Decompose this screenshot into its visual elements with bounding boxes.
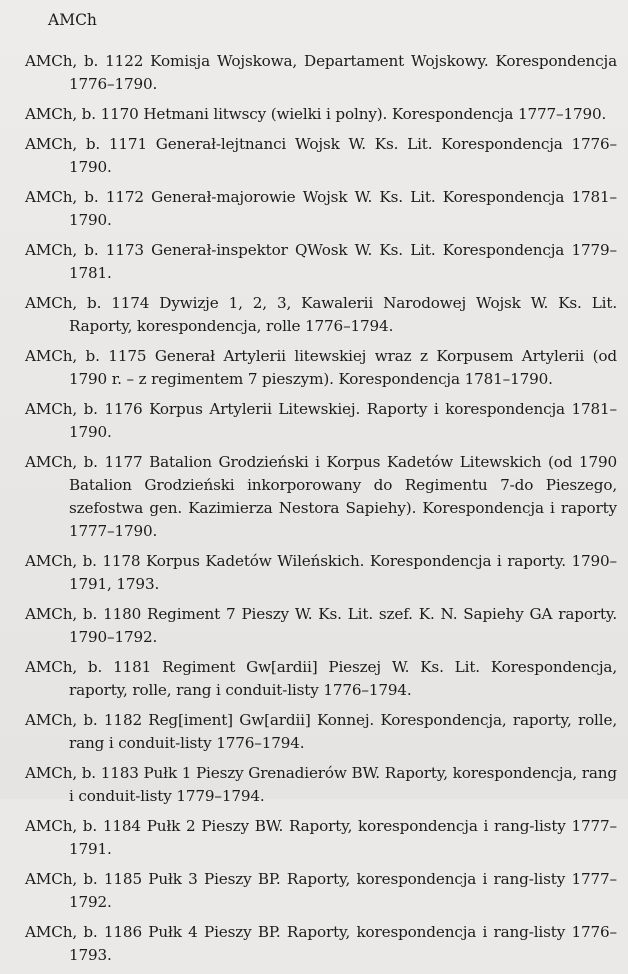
archive-entry (25, 762, 617, 808)
archive-entry (25, 656, 617, 702)
entry-text: AMCh, b. 1183 Pułk 1 Pieszy Grenadierów BW. Raporty, korespondencja, rang i conduit-listy 1779–1794. (25, 764, 617, 805)
archive-entry (25, 868, 617, 914)
entry-text: AMCh, b. 1172 Generał-majorowie Wojsk W. Ks. Lit. Korespondencja 1781–1790. (25, 188, 617, 229)
entry-text: AMCh, b. 1122 Komisja Wojskowa, Departament Wojskowy. Korespondencja 1776–1790. (25, 52, 617, 93)
entry-text: AMCh, b. 1174 Dywizje 1, 2, 3, Kawalerii Narodowej Wojsk W. Ks. Lit. Raporty, korespondencja, rolle 1776–1794. (25, 294, 617, 335)
archive-entry (25, 133, 617, 179)
archive-entry (25, 921, 617, 967)
archive-entry (25, 550, 617, 596)
archive-entry (25, 50, 617, 96)
archive-entry (25, 451, 617, 543)
entry-text: AMCh, b. 1171 Generał-lejtnanci Wojsk W. Ks. Lit. Korespondencja 1776–1790. (25, 135, 617, 176)
archive-entry (25, 103, 617, 126)
archive-entry-list (25, 50, 617, 974)
entry-text: AMCh, b. 1170 Hetmani litwscy (wielki i polny). Korespondencja 1777–1790. (25, 105, 607, 123)
entry-text: AMCh, b. 1185 Pułk 3 Pieszy BP. Raporty, korespondencja i rang-listy 1777–1792. (25, 870, 617, 911)
entry-text: AMCh, b. 1182 Reg[iment] Gw[ardii] Konnej. Korespondencja, raporty, rolle, rang i conduit-listy 1776–1794. (25, 711, 617, 752)
entry-text: AMCh, b. 1173 Generał-inspektor QWosk W. Ks. Lit. Korespondencja 1779–1781. (25, 241, 617, 282)
archive-entry (25, 292, 617, 338)
archive-entry (25, 345, 617, 391)
entry-text: AMCh, b. 1181 Regiment Gw[ardii] Pieszej W. Ks. Lit. Korespondencja, raporty, rolle, rang i conduit-listy 1776–1794. (25, 658, 617, 699)
entry-text: AMCh, b. 1177 Batalion Grodzieński i Korpus Kadetów Litewskich (od 1790 Batalion Grodzieński inkorporowany do Regimentu 7-do Pieszego, szefostwa gen. Kazimierza Nestora Sapiehy). Korespondencja i raporty 1777–1790. (25, 453, 617, 540)
archive-entry (25, 815, 617, 861)
archive-entry (25, 239, 617, 285)
entry-text: AMCh, b. 1175 Generał Artylerii litewskiej wraz z Korpusem Artylerii (od 1790 r. – z regimentem 7 pieszym). Korespondencja 1781–1790. (25, 347, 617, 388)
section-heading: AMCh (48, 11, 97, 29)
entry-text: AMCh, b. 1178 Korpus Kadetów Wileńskich. Korespondencja i raporty. 1790–1791, 1793. (25, 552, 617, 593)
archive-entry (25, 186, 617, 232)
archive-entry (25, 603, 617, 649)
entry-text: AMCh, b. 1184 Pułk 2 Pieszy BW. Raporty, korespondencja i rang-listy 1777–1791. (25, 817, 617, 858)
archive-entry (25, 709, 617, 755)
archive-entry (25, 398, 617, 444)
entry-text: AMCh, b. 1176 Korpus Artylerii Litewskiej. Raporty i korespondencja 1781–1790. (25, 400, 617, 441)
entry-text: AMCh, b. 1186 Pułk 4 Pieszy BP. Raporty, korespondencja i rang-listy 1776–1793. (25, 923, 617, 964)
entry-text: AMCh, b. 1180 Regiment 7 Pieszy W. Ks. Lit. szef. K. N. Sapiehy GA raporty. 1790–1792. (25, 605, 617, 646)
